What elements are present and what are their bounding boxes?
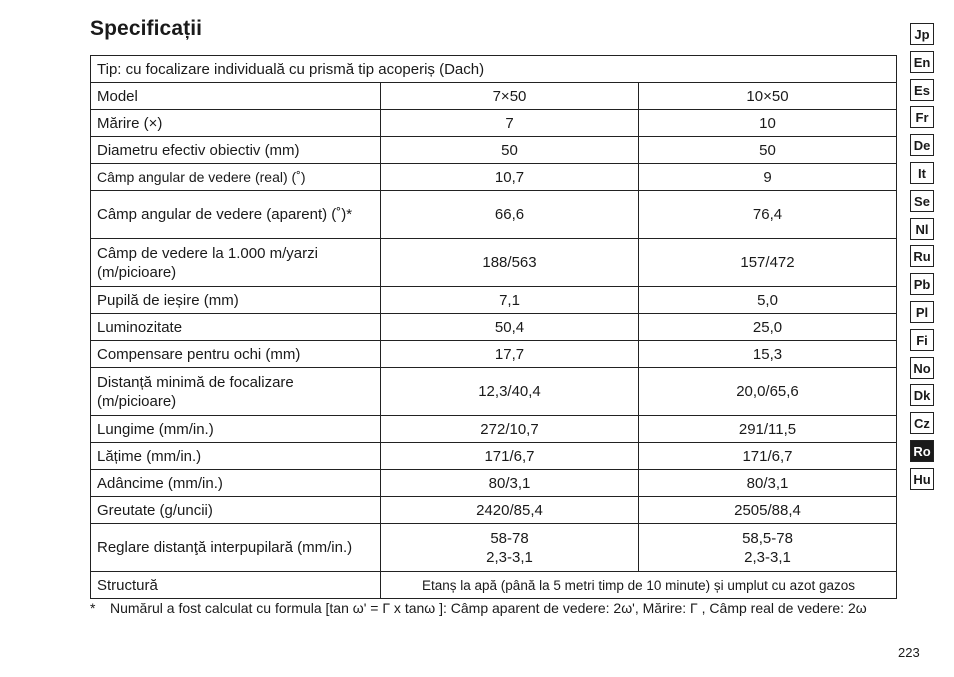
row-value-a: 50,4: [381, 314, 639, 341]
row-value-b: 25,0: [639, 314, 897, 341]
ipd-value-b-mm: 58,5-78: [742, 529, 793, 547]
table-row: [91, 470, 897, 497]
language-tab-jp[interactable]: Jp: [910, 23, 934, 45]
language-tab-no[interactable]: No: [910, 357, 934, 379]
table-row: [91, 239, 897, 287]
language-tab-es[interactable]: Es: [910, 79, 934, 101]
row-value-a: 171/6,7: [381, 443, 639, 470]
page-number: 223: [898, 645, 920, 660]
language-tab-se[interactable]: Se: [910, 190, 934, 212]
row-label: Mărire (×): [91, 110, 381, 137]
model-row: [91, 83, 897, 110]
footnote-marker: *: [90, 600, 96, 616]
specifications-table: [90, 55, 897, 599]
row-label: Câmp angular de vedere (aparent) (˚)*: [91, 191, 381, 239]
table-row: [91, 443, 897, 470]
row-value-b: 10: [639, 110, 897, 137]
row-value-a: 80/3,1: [381, 470, 639, 497]
table-row: [91, 314, 897, 341]
language-tab-fi[interactable]: Fi: [910, 329, 934, 351]
type-header: Tip: cu focalizare individuală cu prismă tip acoperiș (Dach): [91, 56, 897, 83]
language-tab-ro[interactable]: Ro: [910, 440, 934, 462]
table-header-row: [91, 56, 897, 83]
language-tab-ru[interactable]: Ru: [910, 245, 934, 267]
model-label: Model: [91, 83, 381, 110]
footnote: [90, 598, 890, 618]
row-value-a: 50: [381, 137, 639, 164]
table-row: [91, 191, 897, 239]
row-label: Lungime (mm/in.): [91, 416, 381, 443]
row-label: Pupilă de ieșire (mm): [91, 287, 381, 314]
ipd-value-a-in: 2,3-3,1: [486, 548, 533, 566]
row-value-b: 76,4: [639, 191, 897, 239]
row-value-b: 80/3,1: [639, 470, 897, 497]
row-value-b: 171/6,7: [639, 443, 897, 470]
ipd-value-b-in: 2,3-3,1: [744, 548, 791, 566]
table-row: [91, 416, 897, 443]
table-row: [91, 368, 897, 416]
row-value-a: 10,7: [381, 164, 639, 191]
row-value-b: 291/11,5: [639, 416, 897, 443]
structure-value: Etanș la apă (până la 5 metri timp de 10 minute) și umplut cu azot gazos: [381, 572, 897, 599]
row-value-b: 20,0/65,6: [639, 368, 897, 416]
table-row: [91, 137, 897, 164]
row-value-a: 66,6: [381, 191, 639, 239]
table-row: [91, 110, 897, 137]
row-value-a: 7: [381, 110, 639, 137]
row-label: Luminozitate: [91, 314, 381, 341]
row-label: Câmp de vedere la 1.000 m/yarzi (m/picioare): [91, 239, 381, 287]
table-row: [91, 341, 897, 368]
language-tab-pl[interactable]: Pl: [910, 301, 934, 323]
row-value-b: 157/472: [639, 239, 897, 287]
ipd-label: Reglare distanţă interpupilară (mm/in.): [91, 524, 381, 572]
ipd-value-a: [381, 524, 639, 572]
table-row: [91, 287, 897, 314]
row-value-b: 15,3: [639, 341, 897, 368]
language-tab-de[interactable]: De: [910, 134, 934, 156]
footnote-text: Numărul a fost calculat cu formula [tan ω' = Γ x tanω ]: Câmp aparent de vedere: 2ω', Mărire: Γ , Câmp real de vedere: 2ω: [110, 600, 867, 616]
table-row: [91, 164, 897, 191]
row-value-a: 17,7: [381, 341, 639, 368]
row-label: Adâncime (mm/in.): [91, 470, 381, 497]
row-value-a: 7,1: [381, 287, 639, 314]
row-value-b: 9: [639, 164, 897, 191]
table-row: [91, 497, 897, 524]
row-value-a: 12,3/40,4: [381, 368, 639, 416]
language-tab-pb[interactable]: Pb: [910, 273, 934, 295]
row-label: Distanță minimă de focalizare (m/picioare): [91, 368, 381, 416]
row-value-a: 188/563: [381, 239, 639, 287]
row-label: Lățime (mm/in.): [91, 443, 381, 470]
ipd-value-a-mm: 58-78: [490, 529, 529, 547]
row-label: Diametru efectiv obiectiv (mm): [91, 137, 381, 164]
ipd-value-b: [639, 524, 897, 572]
row-label: Câmp angular de vedere (real) (˚): [91, 164, 381, 191]
language-tab-en[interactable]: En: [910, 51, 934, 73]
language-tab-nl[interactable]: Nl: [910, 218, 934, 240]
row-value-b: 50: [639, 137, 897, 164]
row-value-b: 2505/88,4: [639, 497, 897, 524]
structure-row: [91, 572, 897, 599]
row-label: Compensare pentru ochi (mm): [91, 341, 381, 368]
row-label: Greutate (g/uncii): [91, 497, 381, 524]
row-value-a: 2420/85,4: [381, 497, 639, 524]
ipd-row: [91, 524, 897, 572]
model-b: 10×50: [639, 83, 897, 110]
language-tab-fr[interactable]: Fr: [910, 106, 934, 128]
language-tab-it[interactable]: It: [910, 162, 934, 184]
language-tab-cz[interactable]: Cz: [910, 412, 934, 434]
structure-label: Structură: [91, 572, 381, 599]
model-a: 7×50: [381, 83, 639, 110]
language-tab-dk[interactable]: Dk: [910, 384, 934, 406]
row-value-b: 5,0: [639, 287, 897, 314]
page-title: Specificații: [90, 17, 203, 40]
language-tab-hu[interactable]: Hu: [910, 468, 934, 490]
row-value-a: 272/10,7: [381, 416, 639, 443]
